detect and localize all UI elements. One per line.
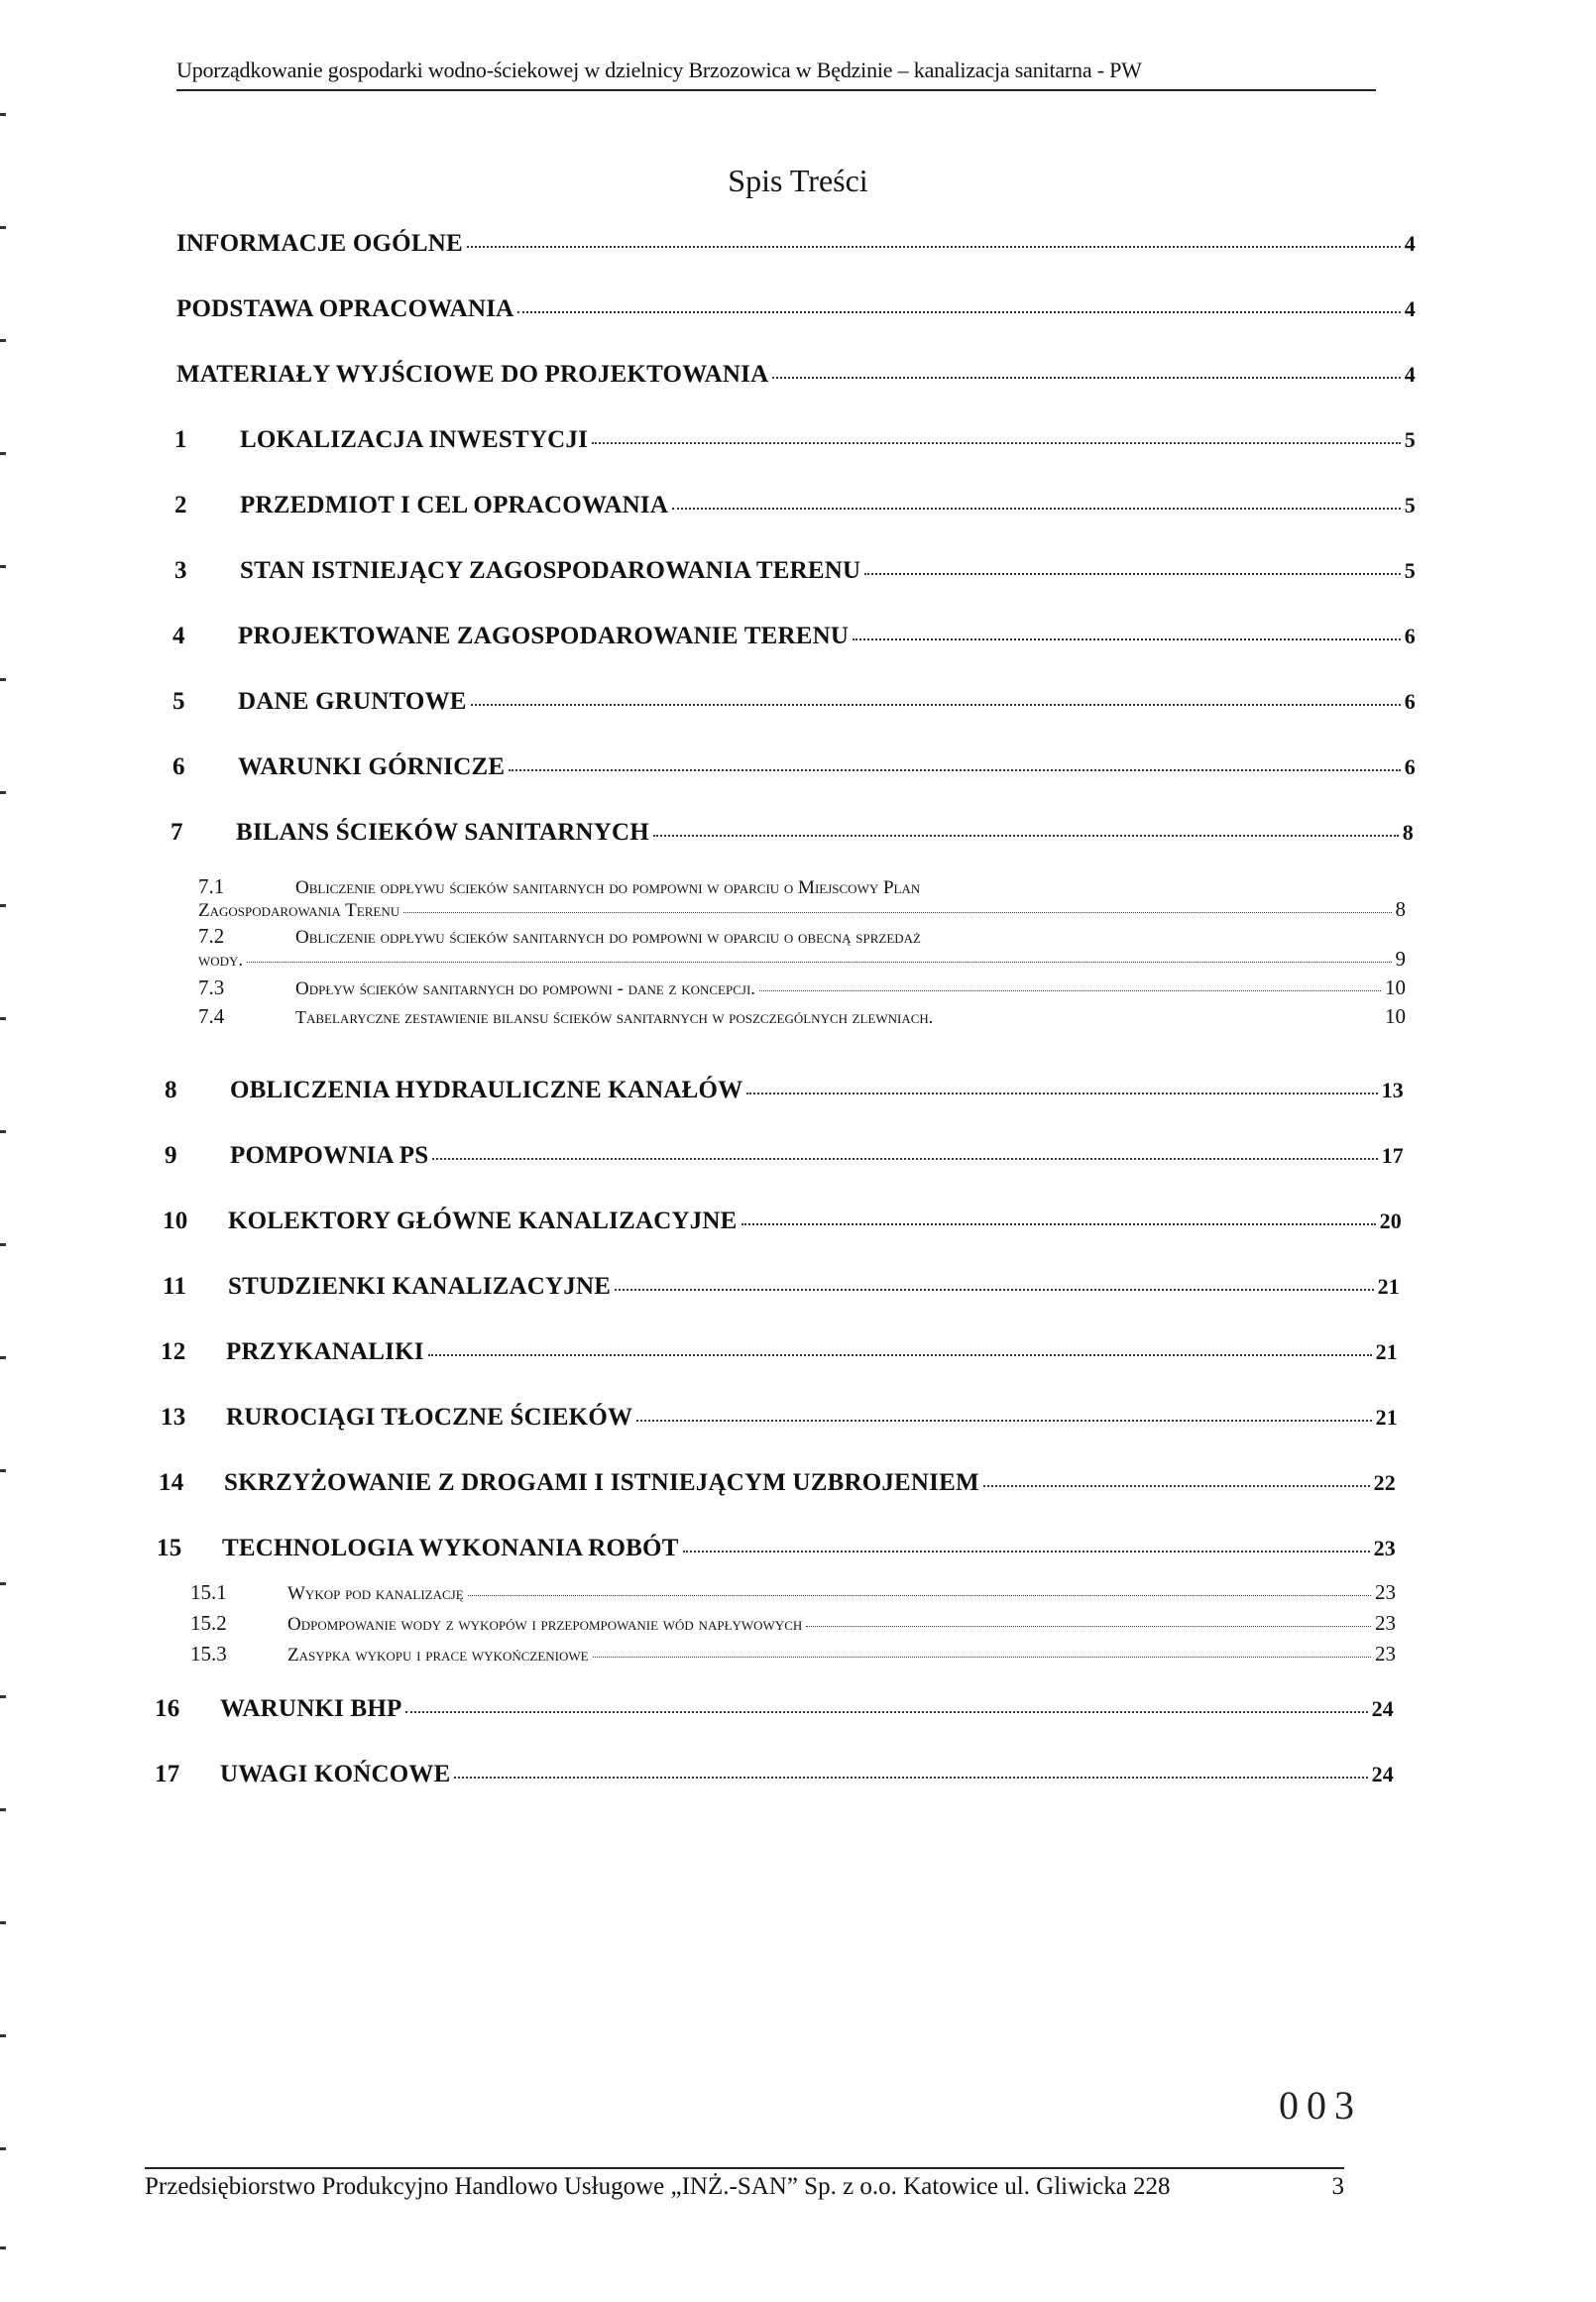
toc-entry-title: BILANS ŚCIEKÓW SANITARNYCH xyxy=(236,819,649,846)
toc-entry-title: DANE GRUNTOWE xyxy=(238,688,467,715)
toc-subentry-title: Odpływ ścieków sanitarnych do pompowni - dane z koncepcji. xyxy=(295,978,756,999)
toc-entry xyxy=(174,557,1416,585)
toc-entry xyxy=(176,295,1416,323)
toc-entry-number: 17 xyxy=(155,1761,180,1787)
toc-entry-title: LOKALIZACJA INWESTYCJI xyxy=(240,426,589,453)
scan-mark xyxy=(0,678,6,681)
dot-leader xyxy=(759,990,1381,991)
toc-entry-title: MATERIAŁY WYJŚCIOWE DO PROJEKTOWANIA xyxy=(176,361,769,388)
toc-entry-number: 15 xyxy=(157,1535,182,1561)
dot-leader xyxy=(741,1223,1376,1225)
toc-entry-title: INFORMACJE OGÓLNE xyxy=(176,230,463,257)
toc-subentry-title: Wykop pod kanalizację xyxy=(287,1583,464,1604)
dot-leader xyxy=(509,769,1401,771)
scan-mark xyxy=(0,1017,6,1020)
toc-entry-page: 4 xyxy=(1404,362,1416,387)
toc-subentry-page: 23 xyxy=(1375,1642,1396,1666)
scan-mark xyxy=(0,1356,6,1359)
dot-leader xyxy=(468,1595,1371,1596)
scan-mark xyxy=(0,339,6,342)
toc-entry-title: PODSTAWA OPRACOWANIA xyxy=(176,295,514,322)
toc-entry-page: 24 xyxy=(1371,1696,1394,1721)
page-footer xyxy=(145,2167,1344,2201)
toc-entry-number: 11 xyxy=(163,1273,187,1300)
dot-leader xyxy=(247,962,1391,963)
toc-subentry-number: 15.2 xyxy=(190,1611,227,1635)
toc-entry-page: 23 xyxy=(1373,1536,1396,1560)
toc-subentry-cont xyxy=(198,947,1406,972)
toc-entry-page: 4 xyxy=(1404,231,1416,256)
dot-leader xyxy=(806,1626,1371,1627)
toc-entry-number: 3 xyxy=(174,557,187,584)
toc-entry xyxy=(165,1077,1404,1104)
footer-company: Przedsiębiorstwo Produkcyjno Handlowo Usługowe „INŻ.-SAN” Sp. z o.o. Katowice ul. Gliwicka 228 xyxy=(145,2173,1171,2200)
dot-leader xyxy=(853,638,1401,640)
toc-subsection-list xyxy=(190,1580,1396,1667)
dot-leader xyxy=(454,1777,1367,1779)
toc-entry xyxy=(176,361,1416,389)
toc-entry xyxy=(171,819,1414,847)
toc-entry-title: OBLICZENIA HYDRAULICZNE KANAŁÓW xyxy=(230,1077,743,1103)
toc-entry-number: 6 xyxy=(172,753,185,780)
scan-mark xyxy=(0,904,6,907)
toc-entry xyxy=(161,1338,1398,1366)
dot-leader xyxy=(672,508,1401,510)
toc-entry-page: 8 xyxy=(1402,820,1414,845)
dot-leader xyxy=(983,1485,1370,1487)
toc-entry-number: 5 xyxy=(172,688,185,715)
dot-leader xyxy=(746,1093,1377,1094)
toc-entry-page: 6 xyxy=(1404,624,1416,648)
toc-subentry-number: 15.3 xyxy=(190,1642,227,1666)
toc-subentry-page: 10 xyxy=(1385,976,1406,999)
dot-leader xyxy=(864,573,1401,575)
dot-leader xyxy=(653,835,1399,837)
toc-entry-title: PROJEKTOWANE ZAGOSPODAROWANIE TERENU xyxy=(238,623,850,649)
toc-subsection-list xyxy=(198,874,1406,1029)
scan-mark xyxy=(0,113,6,116)
toc-entry xyxy=(172,753,1416,781)
dot-leader xyxy=(636,1420,1371,1422)
toc-entry-number: 1 xyxy=(174,426,187,453)
toc-subentry-page: 9 xyxy=(1395,947,1406,971)
toc-entry-title: KOLEKTORY GŁÓWNE KANALIZACYJNE xyxy=(228,1208,738,1234)
scan-mark xyxy=(0,565,6,568)
toc-entry-page: 4 xyxy=(1404,296,1416,321)
toc-entry-title: WARUNKI GÓRNICZE xyxy=(238,753,506,780)
scan-mark xyxy=(0,2034,6,2037)
toc-subentry-number: 7.4 xyxy=(198,1004,225,1028)
dot-leader xyxy=(428,1354,1372,1356)
toc-entry-title: STAN ISTNIEJĄCY ZAGOSPODAROWANIA TERENU xyxy=(240,557,861,584)
dot-leader xyxy=(403,912,1391,913)
toc-subentry xyxy=(198,1004,1406,1029)
toc-entry xyxy=(163,1208,1402,1235)
toc-entry xyxy=(174,426,1416,454)
toc-subentry-page: 23 xyxy=(1375,1580,1396,1604)
toc-subentry xyxy=(198,976,1406,1000)
toc-entry-title: PRZEDMIOT I CEL OPRACOWANIA xyxy=(240,492,669,518)
toc-entry-page: 20 xyxy=(1379,1209,1402,1233)
toc-subentry-number: 7.2 xyxy=(198,924,225,948)
dot-leader xyxy=(592,442,1401,444)
scan-mark xyxy=(0,1582,6,1585)
dot-leader xyxy=(683,1551,1370,1553)
toc-entry-title: POMPOWNIA PS xyxy=(230,1142,429,1169)
toc-entry-number: 10 xyxy=(163,1208,188,1234)
toc-subentry-page: 10 xyxy=(1385,1004,1406,1028)
toc-entry-page: 5 xyxy=(1404,558,1416,583)
toc-subentry-title: Tabelaryczne zestawienie bilansu ścieków sanitarnych w poszczególnych zlewniach. xyxy=(295,1007,934,1027)
dot-leader xyxy=(405,1711,1367,1713)
toc-entry-number: 13 xyxy=(161,1404,186,1431)
toc-entry-page: 24 xyxy=(1371,1762,1394,1786)
scan-mark xyxy=(0,1808,6,1811)
toc-entry-page: 22 xyxy=(1373,1470,1396,1495)
toc-subentry xyxy=(190,1642,1396,1667)
toc-subentry xyxy=(198,874,1406,899)
toc-subentry-page: 23 xyxy=(1375,1611,1396,1635)
toc-subentry xyxy=(190,1611,1396,1636)
toc-subentry-title: Zasypka wykopu i prace wykończeniowe xyxy=(287,1645,589,1666)
toc-entry-number: 4 xyxy=(172,623,185,649)
toc-subentry-page: 8 xyxy=(1395,897,1406,921)
toc-entry xyxy=(165,1142,1404,1170)
toc-entry xyxy=(161,1404,1398,1432)
toc-entry-title: PRZYKANALIKI xyxy=(226,1338,424,1365)
toc-subentry-title-cont: Zagospodarowania Terenu xyxy=(198,900,400,921)
scan-mark xyxy=(0,226,6,229)
toc-entry xyxy=(172,623,1416,650)
toc-subentry-title-cont: wody. xyxy=(198,950,244,971)
toc-entry-number: 14 xyxy=(159,1469,184,1496)
toc-entry xyxy=(172,688,1416,716)
dot-leader xyxy=(467,246,1401,248)
page-number: 3 xyxy=(1331,2173,1344,2200)
toc-entry-number: 8 xyxy=(165,1077,177,1103)
toc-subentry-title: Obliczenie odpływu ścieków sanitarnych do pompowni w oparciu o Miejscowy Plan xyxy=(295,877,921,898)
toc-subentry xyxy=(198,924,1406,949)
scan-mark xyxy=(0,2147,6,2150)
toc-entry-page: 6 xyxy=(1404,689,1416,714)
toc-entry-number: 9 xyxy=(165,1142,177,1169)
toc-entry xyxy=(176,230,1416,258)
toc-entry-page: 21 xyxy=(1375,1405,1398,1430)
toc-entry xyxy=(155,1761,1394,1788)
toc-subentry-number: 7.1 xyxy=(198,874,225,898)
toc-entry-title: STUDZIENKI KANALIZACYJNE xyxy=(228,1273,612,1300)
toc-subentry xyxy=(190,1580,1396,1605)
scan-mark xyxy=(0,1695,6,1698)
toc-subentry-number: 7.3 xyxy=(198,976,225,999)
toc-entry-number: 12 xyxy=(161,1338,186,1365)
toc-entry-number: 16 xyxy=(155,1695,180,1722)
page-stamp: 003 xyxy=(1279,2083,1362,2128)
toc-entry-page: 21 xyxy=(1377,1274,1400,1299)
toc-entry xyxy=(157,1535,1396,1562)
dot-leader xyxy=(432,1158,1377,1160)
scan-mark xyxy=(0,2246,6,2249)
dot-leader xyxy=(593,1657,1371,1658)
toc-entry xyxy=(174,492,1416,519)
scan-mark xyxy=(0,1243,6,1246)
scan-mark xyxy=(0,791,6,794)
toc-subentry-cont xyxy=(198,897,1406,922)
dot-leader xyxy=(772,377,1400,379)
toc-entry-number: 2 xyxy=(174,492,187,518)
toc-entry xyxy=(163,1273,1400,1301)
toc-subentry-title: Obliczenie odpływu ścieków sanitarnych do pompowni w oparciu o obecną sprzedaż xyxy=(295,927,921,948)
toc-entry-page: 13 xyxy=(1381,1078,1404,1102)
toc-entry-page: 17 xyxy=(1381,1143,1404,1168)
toc-entry-page: 21 xyxy=(1375,1339,1398,1364)
toc-subentry-number: 15.1 xyxy=(190,1580,227,1604)
dot-leader xyxy=(615,1289,1373,1291)
toc-entry-title: SKRZYŻOWANIE Z DROGAMI I ISTNIEJĄCYM UZBROJENIEM xyxy=(224,1469,979,1496)
toc-entry xyxy=(159,1469,1396,1497)
page-title: Spis Treści xyxy=(728,163,868,198)
toc-entry-title: TECHNOLOGIA WYKONANIA ROBÓT xyxy=(222,1535,679,1561)
toc-entry-title: UWAGI KOŃCOWE xyxy=(220,1761,451,1787)
dot-leader xyxy=(471,704,1401,706)
toc-entry-page: 5 xyxy=(1404,427,1416,452)
toc-entry-page: 6 xyxy=(1404,754,1416,779)
scan-mark xyxy=(0,452,6,455)
dot-leader xyxy=(517,311,1400,313)
toc-entry-page: 5 xyxy=(1404,493,1416,518)
scan-mark xyxy=(0,1130,6,1133)
toc-entry-title: RUROCIĄGI TŁOCZNE ŚCIEKÓW xyxy=(226,1404,633,1431)
running-header: Uporządkowanie gospodarki wodno-ściekowej w dzielnicy Brzozowica w Będzinie – kanalizacja sanitarna - PW xyxy=(176,58,1376,91)
scan-mark xyxy=(0,1469,6,1472)
toc-entry xyxy=(155,1695,1394,1723)
toc-entry-title: WARUNKI BHP xyxy=(220,1695,402,1722)
toc-entry-number: 7 xyxy=(171,819,183,846)
scan-mark xyxy=(0,1921,6,1924)
toc-subentry-title: Odpompowanie wody z wykopów i przepompowanie wód napływowych xyxy=(287,1614,803,1635)
